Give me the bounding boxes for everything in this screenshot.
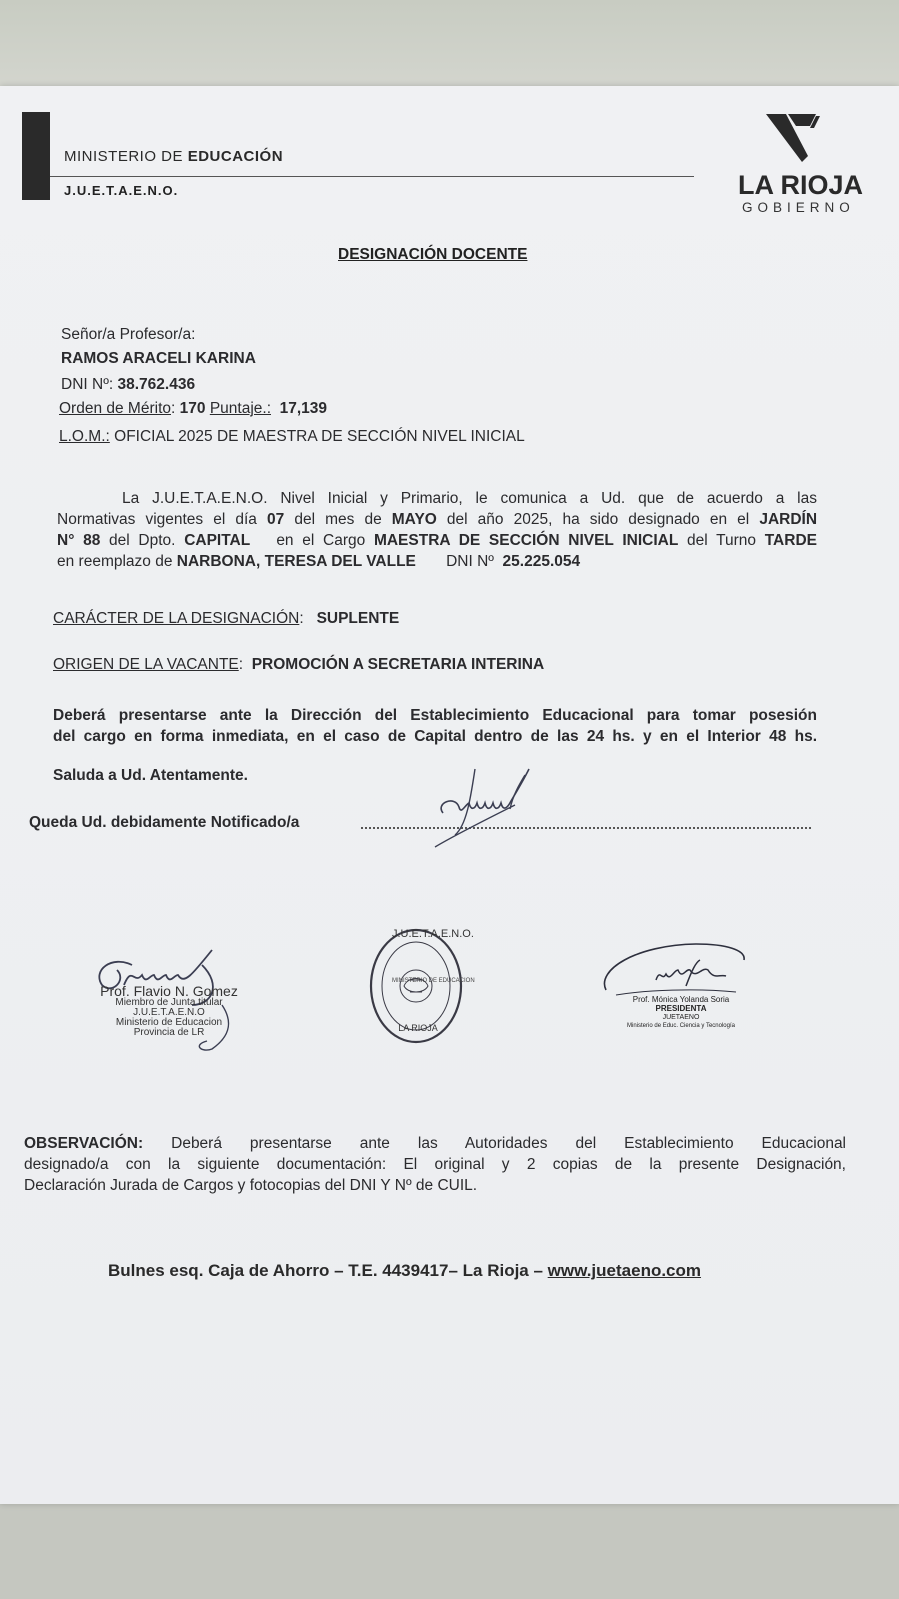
right-signature-stamp [606, 995, 756, 1031]
designation-paragraph [57, 488, 817, 572]
body-text: del Dpto. [109, 532, 176, 549]
document-title: DESIGNACIÓN DOCENTE [338, 246, 528, 263]
reemplazo-dni: 25.225.054 [502, 553, 581, 570]
puntaje-label: Puntaje.: [209, 400, 271, 417]
logo-name: LA RIOJA [738, 170, 864, 200]
notified-label: Queda Ud. debidamente Notificado/a [29, 814, 300, 831]
dni-row [61, 376, 195, 394]
body-text: del mes de [294, 511, 382, 528]
obs-text: Deberá presentarse ante las Autoridades del Establecimiento Educacional [171, 1135, 847, 1152]
left-sig-name: Prof. Flavio N. Gomez [100, 983, 238, 999]
observacion-paragraph [24, 1133, 846, 1196]
origen-label: ORIGEN DE LA VACANTE [53, 656, 239, 673]
greeting: Saluda a Ud. Atentamente. [53, 767, 248, 784]
observacion-label: OBSERVACIÓN: [24, 1135, 144, 1152]
instructions-paragraph [53, 705, 817, 747]
dni-label: DNI Nº: [61, 376, 114, 393]
orden-colon: : [171, 400, 176, 417]
body-text: DNI Nº [446, 553, 494, 570]
salutation: Señor/a Profesor/a: [61, 326, 196, 343]
turno-value: TARDE [764, 532, 817, 549]
origen-colon: : [238, 656, 244, 673]
left-sig-role: Miembro de Junta titular [115, 997, 223, 1008]
seal-bottom-text: LA RIOJA [398, 1023, 438, 1033]
reemplazo-name: NARBONA, TERESA DEL VALLE [176, 553, 416, 570]
day-value: 07 [267, 511, 285, 528]
ministry-prefix: MINISTERIO DE [64, 148, 184, 165]
obs-line-2: designado/a con la siguiente documentación: El original y 2 copias de la presente Designación, [24, 1156, 846, 1173]
ministry-bold: EDUCACIÓN [187, 148, 284, 165]
lom-label: L.O.M.: [59, 428, 110, 445]
ministry-title [64, 148, 283, 165]
recipient-name: RAMOS ARACELI KARINA [61, 350, 256, 367]
background-top [0, 0, 899, 95]
lom-value: OFICIAL 2025 DE MAESTRA DE SECCIÓN NIVEL INICIAL [114, 428, 525, 445]
school-number: N° 88 [57, 532, 101, 549]
header-divider [50, 176, 694, 177]
obs-line-1 [24, 1133, 846, 1154]
instructions-line-1: Deberá presentarse ante la Dirección del Establecimiento Educacional para tomar posesión [53, 707, 817, 724]
body-line-1: La J.U.E.T.A.E.N.O. Nivel Inicial y Primario, le comunica a Ud. que de acuerdo a las [122, 490, 817, 507]
obs-line-3: Declaración Jurada de Cargos y fotocopias del DNI Y Nº de CUIL. [24, 1177, 478, 1194]
right-sig-role: PRESIDENTA [655, 1004, 707, 1013]
caracter-label: CARÁCTER DE LA DESIGNACIÓN [53, 610, 300, 627]
seal-ring-text: MINISTERIO DE EDUCACION [392, 978, 475, 984]
body-text: en el Cargo [276, 532, 366, 549]
right-sig-name: Prof. Mónica Yolanda Soria [632, 995, 730, 1004]
body-line-2 [57, 509, 817, 530]
left-sig-province: Provincia de LR [133, 1027, 205, 1038]
right-sig-ministry: Ministerio de Educ. Ciencia y Tecnología [627, 1023, 735, 1029]
cargo-value: MAESTRA DE SECCIÓN NIVEL INICIAL [373, 532, 679, 549]
caracter-row [53, 610, 399, 628]
la-rioja-logo-icon [764, 112, 822, 164]
origen-row [53, 656, 544, 674]
right-sig-org: JUETAENO [662, 1014, 700, 1021]
logo-sub: GOBIERNO [742, 200, 855, 215]
left-sig-ministry: Ministerio de Educacion [115, 1017, 223, 1028]
instructions-line-2: del cargo en forma inmediata, en el caso de Capital dentro de las 24 hs. y en el Interior 48 hs. [53, 728, 817, 745]
body-text: del año 2025, ha sido designado en el [446, 511, 750, 528]
body-line-3 [57, 530, 817, 551]
orden-row [59, 400, 327, 418]
puntaje-value: 17,139 [279, 400, 328, 417]
body-text: en reemplazo de [57, 553, 173, 570]
lom-row [59, 428, 525, 446]
dpto-value: CAPITAL [184, 532, 251, 549]
body-text: Normativas vigentes el día [57, 511, 257, 528]
caracter-colon: : [299, 610, 304, 627]
origen-value: PROMOCIÓN A SECRETARIA INTERINA [251, 656, 545, 673]
recipient-signature-icon [425, 765, 545, 850]
footer-text: Bulnes esq. Caja de Ahorro – T.E. 4439417– La Rioja – [108, 1261, 543, 1280]
footer-link[interactable]: www.juetaeno.com [547, 1261, 702, 1280]
school-value: JARDÍN [759, 511, 818, 528]
caracter-value: SUPLENTE [316, 610, 400, 627]
orden-label: Orden de Mérito [59, 400, 171, 417]
left-sig-org: J.U.E.T.A.E.N.O [133, 1007, 205, 1018]
body-text: del Turno [687, 532, 757, 549]
seal-top-text: J.U.E.T.A.E.N.O. [392, 928, 474, 940]
orden-value: 170 [179, 400, 206, 417]
left-signature-stamp [84, 984, 254, 1038]
org-name: J.U.E.T.A.E.N.O. [64, 183, 179, 198]
header-bar-decoration [22, 112, 50, 200]
dni-value: 38.762.436 [117, 376, 196, 393]
month-value: MAYO [391, 511, 437, 528]
body-line-4 [57, 551, 817, 572]
footer-address [108, 1261, 701, 1281]
